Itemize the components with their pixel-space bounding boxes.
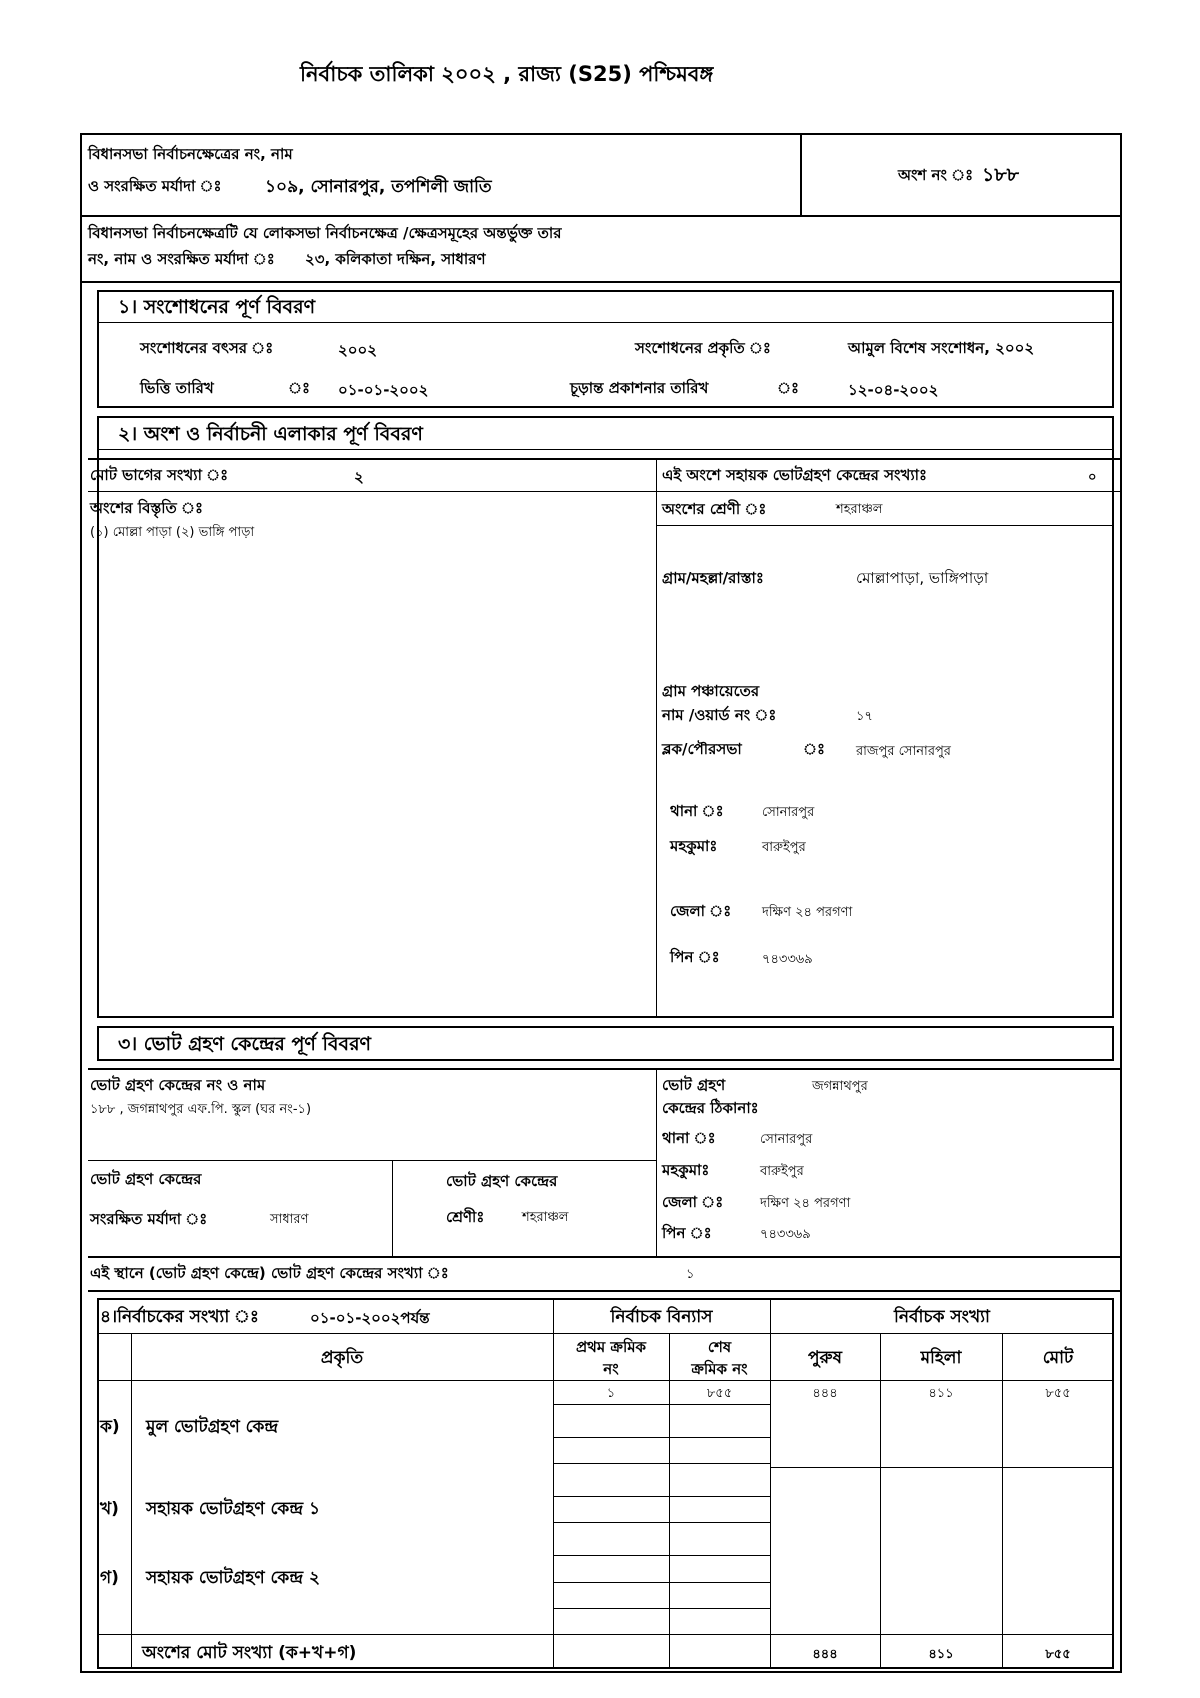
col-nature: প্রকৃতি: [320, 1348, 364, 1368]
count-header: নির্বাচক সংখ্যা: [894, 1307, 990, 1327]
row-male: ৪৪৪: [812, 1386, 838, 1401]
extent-value: (১) মোল্লা পাড়া (২) ভাঙ্গি পাড়া: [90, 525, 255, 540]
col-female: মহিলা: [920, 1348, 962, 1368]
station-subdivision-value: বারুইপুর: [760, 1164, 804, 1179]
col-last-serial-2: ক্রমিক নং: [691, 1360, 748, 1378]
thana-value: সোনারপুর: [762, 805, 815, 820]
station-category-label: ভোট গ্রহণ কেন্দ্রের: [446, 1172, 558, 1190]
ac-label: বিধানসভা নির্বাচনক্ষেত্রের নং, নাম: [88, 145, 293, 163]
reserved-value: সাধারণ: [270, 1212, 309, 1227]
final-pub-value: ১২-০৪-২০০২: [848, 381, 939, 399]
row-female: ৪১১: [928, 1386, 954, 1401]
ac-label-2: ও সংরক্ষিত মর্যাদা ঃ: [88, 177, 222, 195]
total-female: ৪১১: [928, 1647, 954, 1662]
pin-value: ৭৪৩৩৬৯: [762, 952, 813, 967]
base-date-label: ভিত্তি তারিখ: [140, 379, 214, 397]
station-thana-value: সোনারপুর: [760, 1132, 813, 1147]
reserved-label: ভোট গ্রহণ কেন্দ্রের: [90, 1170, 202, 1188]
col-male: পুরুষ: [808, 1348, 842, 1368]
station-subdivision-label: মহকুমাঃ: [662, 1161, 710, 1179]
pc-value: ২৩, কলিকাতা দক্ষিন, সাধারণ: [305, 250, 486, 268]
part-label: অংশ নং ঃ: [898, 166, 974, 184]
page-title: নির্বাচক তালিকা ২০০২ , রাজ্য (S25) পশ্চিমবঙ্গ: [300, 62, 714, 86]
row-label: মুল ভোটগ্রহণ কেন্দ্র: [146, 1417, 279, 1437]
layout-header: নির্বাচক বিন্যাস: [610, 1307, 713, 1327]
part-category-value: শহরাঞ্চল: [836, 502, 883, 517]
row-label: সহায়ক ভোটগ্রহণ কেন্দ্র ২: [146, 1568, 321, 1588]
total-label: অংশের মোট সংখ্যা (ক+খ+গ): [142, 1643, 357, 1663]
district-value: দক্ষিণ ২৪ পরগণা: [762, 905, 853, 920]
village-label: গ্রাম/মহল্লা/রাস্তাঃ: [662, 569, 764, 587]
thana-label: থানা ঃ: [670, 802, 724, 820]
pin-label: পিন ঃ: [670, 948, 720, 966]
revision-year-value: ২০০২: [338, 341, 378, 359]
sections-count-value: ২: [354, 468, 364, 486]
revision-year-label: সংশোধনের বৎসর ঃ: [140, 339, 274, 357]
station-district-label: জেলা ঃ: [662, 1193, 724, 1211]
col-first-serial-2: নং: [603, 1360, 619, 1378]
total-total: ৮৫৫: [1045, 1647, 1071, 1662]
final-pub-colon: ঃ: [777, 379, 800, 397]
station-thana-label: থানা ঃ: [662, 1129, 716, 1147]
gp-label: গ্রাম পঞ্চায়েতের: [662, 682, 760, 700]
subdivision-value: বারুইপুর: [762, 840, 806, 855]
station-category-label-2: শ্রেণীঃ: [446, 1208, 485, 1226]
pc-label: বিধানসভা নির্বাচনক্ষেত্রটি যে লোকসভা নির্বাচনক্ষেত্র /ক্ষেত্রসমূহের অন্তর্ভুক্ত তার: [88, 224, 562, 242]
row-last-serial: ৮৫৫: [706, 1386, 733, 1401]
sections-count-label: মোট ভাগের সংখ্যা ঃ: [90, 466, 229, 484]
section-2-box: [97, 416, 1114, 1018]
section-2-heading: ২। অংশ ও নির্বাচনী এলাকার পূর্ণ বিবরণ: [118, 423, 423, 445]
section-3-heading: ৩। ভোট গ্রহণ কেন্দ্রের পূর্ণ বিবরণ: [118, 1033, 372, 1055]
pc-label-2: নং, নাম ও সংরক্ষিত মর্যাদা ঃ: [88, 250, 275, 268]
extent-label: অংশের বিস্তৃতি ঃ: [90, 499, 203, 517]
station-pin-value: ৭৪৩৩৬৯: [760, 1227, 811, 1242]
address-label-2: কেন্দ্রের ঠিকানাঃ: [662, 1099, 759, 1117]
part-category-label: অংশের শ্রেণী ঃ: [662, 500, 767, 518]
as-on-date: ০১-০১-২০০২পর্যন্ত: [310, 1309, 430, 1327]
part-value: ১৮৮: [982, 164, 1019, 186]
aux-centres-label: এই অংশে সহায়ক ভোটগ্রহণ কেন্দ্রের সংখ্যাঃ: [662, 466, 928, 484]
aux-centres-value: ০: [1088, 470, 1097, 485]
col-total: মোট: [1042, 1348, 1074, 1368]
gp-label-2: নাম /ওয়ার্ড নং ঃ: [662, 706, 777, 724]
revision-nature-value: আমুল বিশেষ সংশোধন, ২০০২: [848, 339, 1035, 357]
block-colon: ঃ: [803, 740, 826, 758]
station-district-value: দক্ষিণ ২৪ পরগণা: [760, 1196, 851, 1211]
row-index: গ): [100, 1568, 119, 1588]
col-first-serial: প্রথম ক্রমিক: [575, 1338, 647, 1356]
gp-value: ১৭: [856, 709, 873, 724]
village-value: মোল্লাপাড়া, ভাঙ্গিপাড়া: [856, 569, 989, 587]
row-label: সহায়ক ভোটগ্রহণ কেন্দ্র ১: [146, 1499, 321, 1519]
reserved-label-2: সংরক্ষিত মর্যাদা ঃ: [90, 1210, 208, 1228]
station-category-value: শহরাঞ্চল: [522, 1210, 569, 1225]
row-index: খ): [100, 1499, 119, 1519]
base-date-colon: ঃ: [288, 379, 311, 397]
revision-nature-label: সংশোধনের প্রকৃতি ঃ: [635, 339, 771, 357]
section-1-heading: ১। সংশোধনের পূর্ণ বিবরণ: [118, 296, 316, 318]
block-label: ব্লক/পৌরসভা: [662, 740, 742, 758]
station-count-label: এই স্থানে (ভোট গ্রহণ কেন্দ্রে) ভোট গ্রহণ কেন্দ্রের সংখ্যা ঃ: [90, 1264, 449, 1282]
subdivision-label: মহকুমাঃ: [670, 837, 718, 855]
district-label: জেলা ঃ: [670, 902, 732, 920]
address-label: ভোট গ্রহণ: [662, 1076, 726, 1094]
polling-station-label: ভোট গ্রহণ কেন্দ্রের নং ও নাম: [90, 1076, 266, 1094]
row-first-serial: ১: [606, 1386, 616, 1401]
row-total: ৮৫৫: [1045, 1386, 1071, 1401]
final-pub-label: চূড়ান্ত প্রকাশনার তারিখ: [570, 379, 709, 397]
station-pin-label: পিন ঃ: [662, 1224, 712, 1242]
address-value: জগন্নাথপুর: [812, 1079, 868, 1094]
section-4-heading: ৪।নির্বাচকের সংখ্যা ঃ: [100, 1307, 259, 1327]
row-index: ক): [100, 1417, 120, 1437]
block-value: রাজপুর সোনারপুর: [856, 744, 951, 759]
ac-value: ১০৯, সোনারপুর, তপশিলী জাতি: [265, 177, 492, 197]
total-male: ৪৪৪: [812, 1647, 838, 1662]
col-last-serial: শেষ: [707, 1338, 732, 1356]
polling-station-value: ১৮৮ , জগন্নাথপুর এফ.পি. স্কুল (ঘর নং-১): [90, 1102, 312, 1117]
base-date-value: ০১-০১-২০০২: [338, 381, 429, 399]
station-count-value: ১: [686, 1267, 695, 1282]
